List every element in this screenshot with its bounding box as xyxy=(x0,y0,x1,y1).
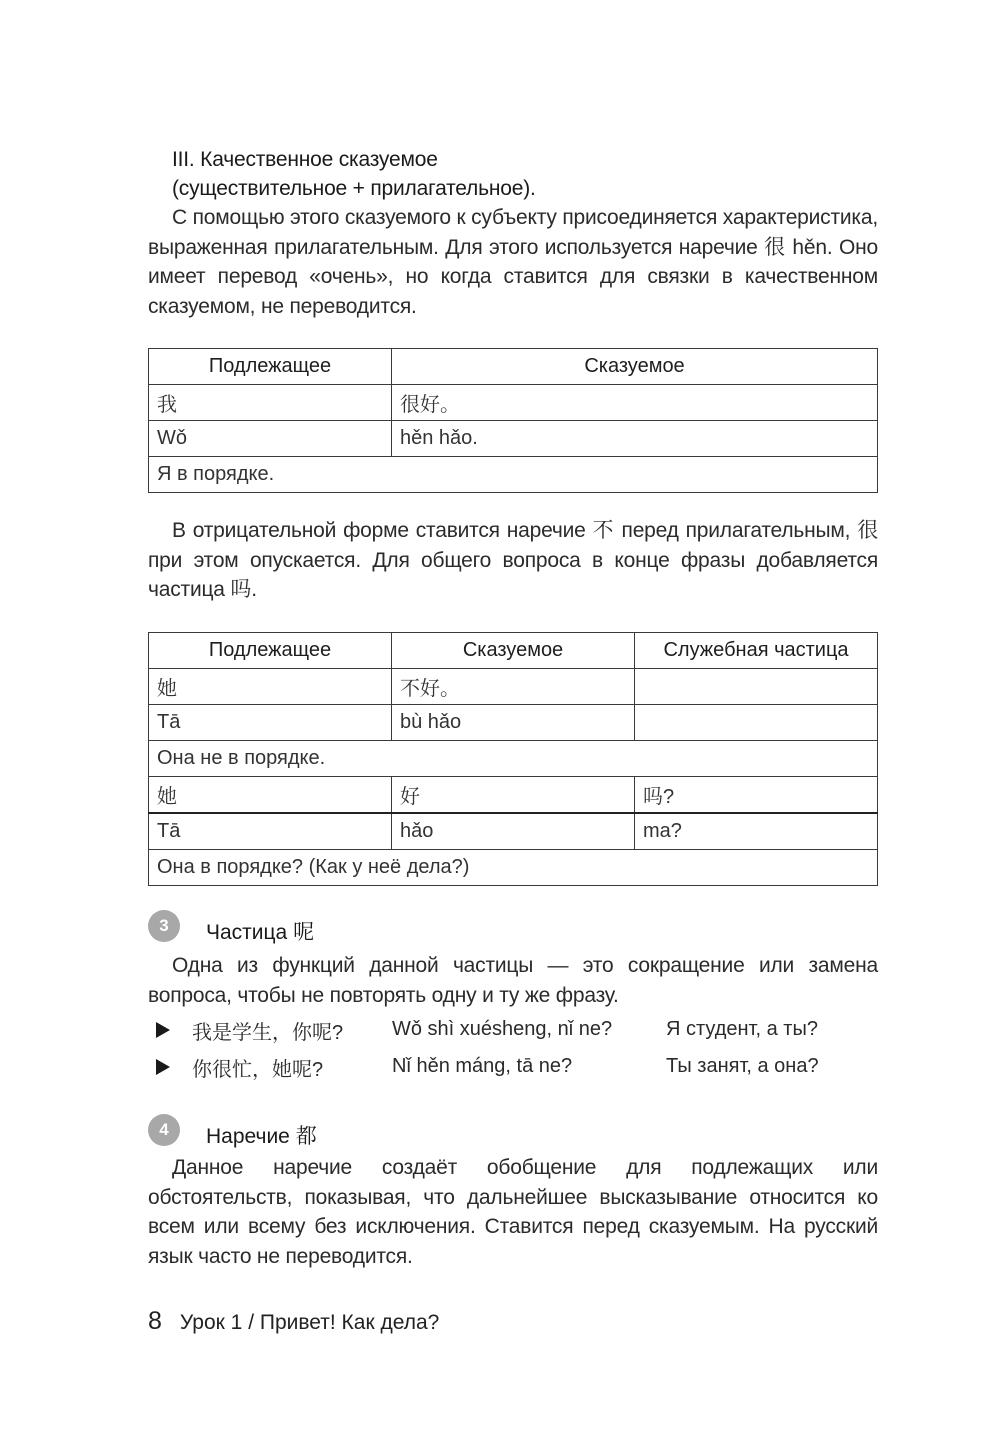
table-cell: 我 xyxy=(149,385,392,421)
table-cell: 吗? xyxy=(635,777,878,814)
table-row xyxy=(149,777,878,814)
table-row xyxy=(149,421,878,457)
section-3-header xyxy=(148,912,314,946)
page-number: 8 xyxy=(148,1307,162,1335)
section-number-badge: 4 xyxy=(148,1114,180,1146)
table-cell-translation: Я в порядке. xyxy=(149,457,878,493)
table-header-cell: Сказуемое xyxy=(392,349,878,385)
paragraph-negation xyxy=(148,516,878,605)
example-chinese: 我是学生，你呢? xyxy=(192,1022,344,1044)
play-triangle-icon xyxy=(156,1022,170,1038)
table-cell: hěn hǎo. xyxy=(392,421,878,457)
table-cell xyxy=(635,705,878,741)
section-heading-line1: III. Качественное сказуемое xyxy=(172,148,438,171)
table-row xyxy=(149,705,878,741)
paragraph-adverb-dou xyxy=(148,1153,878,1271)
section-number-badge: 3 xyxy=(148,910,180,942)
table-header-row xyxy=(149,349,878,385)
table-cell: Wǒ xyxy=(149,421,392,457)
example-translation: Я студент, а ты? xyxy=(666,1018,818,1040)
table-cell: hǎo xyxy=(392,813,635,850)
table-cell: 好 xyxy=(392,777,635,814)
paragraph-predicate-text: С помощью этого сказуемого к субъекту присоединяется характеристика, выраженная прилагательным. Для этого используется наречие 很 hěn. Оно имеет перевод «очень», но когда ставится для связки в качественном сказуемом, не переводится. xyxy=(148,206,878,318)
play-triangle-icon xyxy=(156,1059,170,1075)
table-cell-translation: Она в порядке? (Как у неё дела?) xyxy=(149,850,878,886)
table-predicate xyxy=(148,348,878,493)
table-cell: 她 xyxy=(149,669,392,705)
section-heading-line2: (существительное + прилагательное). xyxy=(172,177,536,200)
table-header-cell: Подлежащее xyxy=(149,633,392,669)
table-row-translation xyxy=(149,850,878,886)
table-cell: bù hǎo xyxy=(392,705,635,741)
section-title: Частица 呢 xyxy=(206,921,315,944)
table-cell xyxy=(635,669,878,705)
example-pinyin: Nǐ hěn máng, tā ne? xyxy=(392,1055,573,1077)
paragraph-particle-ne xyxy=(148,951,878,1010)
table-cell: 她 xyxy=(149,777,392,814)
section-4-header xyxy=(148,1116,317,1150)
table-row xyxy=(149,385,878,421)
section-title: Наречие 都 xyxy=(206,1125,317,1148)
example-translation: Ты занят, а она? xyxy=(666,1055,819,1077)
table-cell-translation: Она не в порядке. xyxy=(149,741,878,777)
running-title: Урок 1 / Привет! Как дела? xyxy=(179,1311,440,1334)
table-cell: Tā xyxy=(149,813,392,850)
table-row-translation xyxy=(149,741,878,777)
paragraph-predicate xyxy=(148,203,878,321)
example-item xyxy=(148,1016,878,1046)
table-row xyxy=(149,669,878,705)
table-cell: 很好。 xyxy=(392,385,878,421)
table-row xyxy=(149,813,878,850)
page-footer xyxy=(148,1307,439,1336)
table-header-cell: Сказуемое xyxy=(392,633,635,669)
example-item xyxy=(148,1053,878,1083)
paragraph-negation-text: В отрицательной форме ставится наречие 不 перед прилагательным, 很 при этом опускается. Для общего вопроса в конце фразы добавляется частица 吗. xyxy=(148,519,878,601)
paragraph-adverb-dou-text: Данное наречие создаёт обобщение для подлежащих или обстоятельств, показывая, что дальнейшее высказывание относится ко всем или всему без исключения. Ставится перед сказуемым. На русский язык часто не переводится. xyxy=(148,1156,878,1268)
table-cell: 不好。 xyxy=(392,669,635,705)
example-pinyin: Wǒ shì xuésheng, nǐ ne? xyxy=(392,1018,613,1040)
table-cell: ma? xyxy=(635,813,878,850)
table-row-translation xyxy=(149,457,878,493)
table-header-row xyxy=(149,633,878,669)
paragraph-particle-ne-text: Одна из функций данной частицы — это сокращение или замена вопроса, чтобы не повторять одну и ту же фразу. xyxy=(148,954,878,1007)
table-header-cell: Подлежащее xyxy=(149,349,392,385)
table-cell: Tā xyxy=(149,705,392,741)
table-negation xyxy=(148,632,878,886)
table-header-cell: Служебная частица xyxy=(635,633,878,669)
example-chinese: 你很忙，她呢? xyxy=(192,1059,324,1081)
